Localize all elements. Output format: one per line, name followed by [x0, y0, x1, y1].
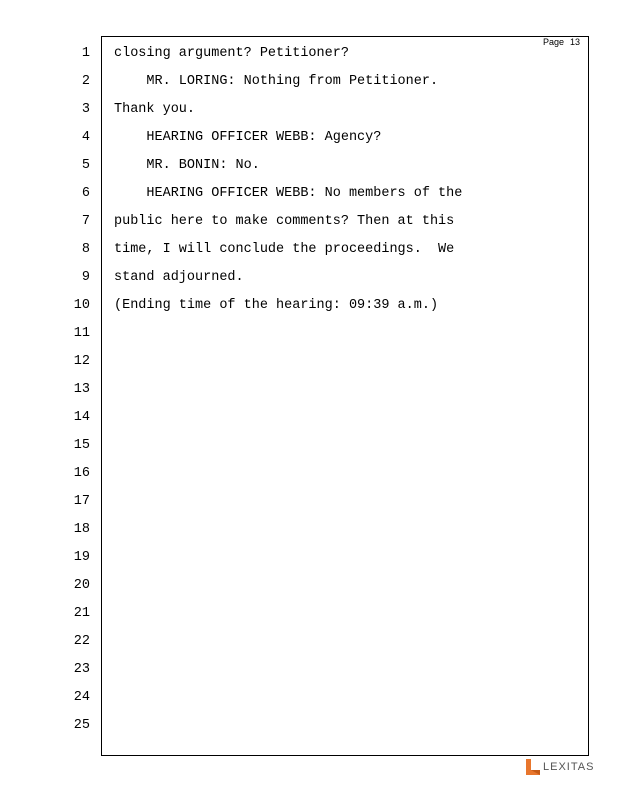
line-number: 12 [73, 354, 90, 369]
transcript-line [114, 436, 584, 464]
line-number: 9 [81, 270, 90, 285]
transcript-line [114, 520, 584, 548]
transcript-line [114, 408, 584, 436]
transcript-line: time, I will conclude the proceedings. We [114, 242, 455, 257]
transcript-line: HEARING OFFICER WEBB: Agency? [114, 130, 382, 145]
line-number: 11 [73, 326, 90, 341]
page-word: Page [543, 37, 565, 47]
line-number: 14 [73, 410, 90, 425]
lexitas-logo-icon [525, 758, 541, 776]
transcript-line [114, 380, 584, 408]
lexitas-logo [525, 757, 594, 777]
transcript-line: MR. LORING: Nothing from Petitioner. [114, 74, 439, 89]
transcript-line [114, 604, 584, 632]
line-number: 3 [81, 102, 90, 117]
line-number: 16 [73, 466, 90, 481]
line-number: 10 [73, 298, 90, 313]
logo-text: LEXITAS [543, 761, 595, 773]
page-number: 13 [570, 37, 581, 47]
line-number: 1 [81, 46, 90, 61]
transcript-line: (Ending time of the hearing: 09:39 a.m.) [114, 298, 439, 313]
transcript-line [114, 632, 584, 660]
transcript-line [114, 716, 584, 744]
line-number: 21 [73, 606, 90, 621]
transcript-line: HEARING OFFICER WEBB: No members of the [114, 186, 463, 201]
transcript-line [114, 352, 584, 380]
transcript-text [114, 44, 584, 744]
line-number: 20 [73, 578, 90, 593]
line-number: 15 [73, 438, 90, 453]
line-number: 13 [73, 382, 90, 397]
transcript-line: stand adjourned. [114, 270, 244, 285]
line-number: 4 [81, 130, 90, 145]
transcript-line [114, 688, 584, 716]
line-number: 19 [73, 550, 90, 565]
line-number: 5 [81, 158, 90, 173]
line-number: 18 [73, 522, 90, 537]
line-number: 8 [81, 242, 90, 257]
transcript-line [114, 548, 584, 576]
transcript-line [114, 660, 584, 688]
transcript-line [114, 492, 584, 520]
line-number: 23 [73, 662, 90, 677]
line-number-column [60, 44, 90, 744]
line-number: 22 [73, 634, 90, 649]
line-number: 2 [81, 74, 90, 89]
line-number: 25 [73, 718, 90, 733]
line-number: 24 [73, 690, 90, 705]
line-number: 6 [81, 186, 90, 201]
line-number: 7 [81, 214, 90, 229]
transcript-line [114, 324, 584, 352]
transcript-line: Thank you. [114, 102, 196, 117]
transcript-line: public here to make comments? Then at this [114, 214, 455, 229]
line-number: 17 [73, 494, 90, 509]
transcript-line [114, 576, 584, 604]
transcript-line [114, 464, 584, 492]
transcript-line: closing argument? Petitioner? [114, 46, 349, 61]
transcript-line: MR. BONIN: No. [114, 158, 260, 173]
